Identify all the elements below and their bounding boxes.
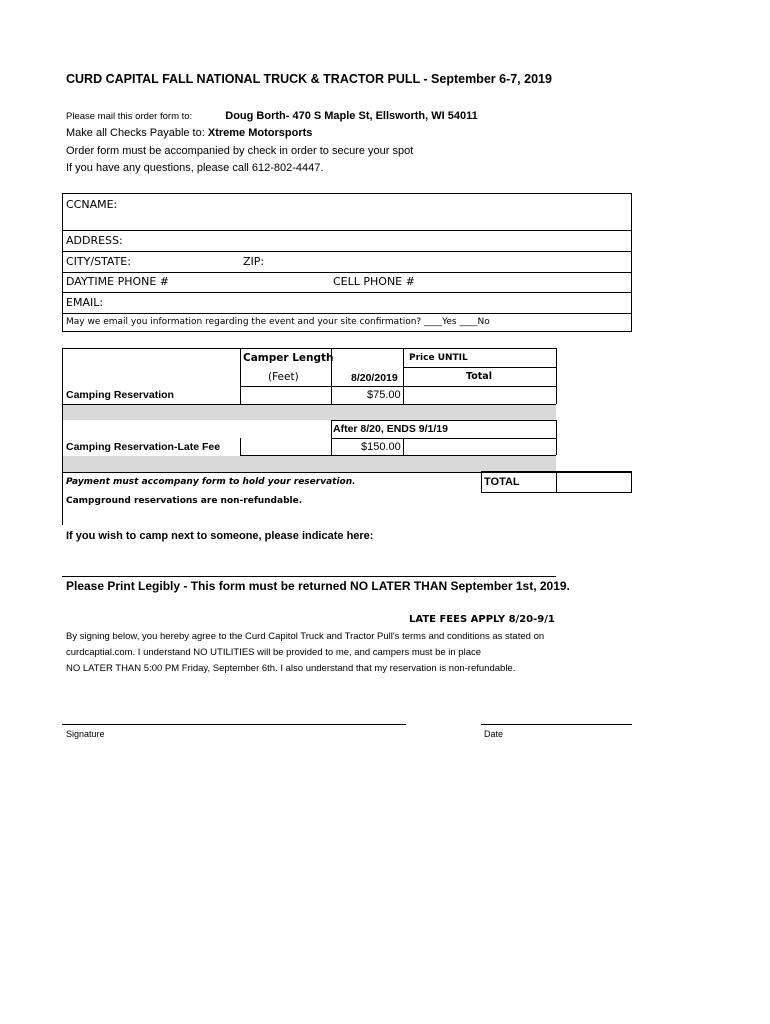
camping-reservation-label: Camping Reservation (66, 389, 174, 401)
divider (62, 272, 632, 273)
refund-note: Campground reservations are non-refundable. (66, 496, 303, 506)
divider (62, 313, 632, 314)
divider (556, 348, 557, 404)
divider (62, 230, 632, 231)
camper-length-input[interactable] (241, 387, 330, 403)
grand-total-input[interactable] (557, 472, 631, 492)
divider (62, 251, 632, 252)
camper-length-header: Camper Length (243, 352, 334, 364)
date-line[interactable] (481, 724, 632, 725)
email-field[interactable]: EMAIL: (66, 296, 104, 309)
contact-info-box (62, 193, 632, 332)
mail-address: Doug Borth- 470 S Maple St, Ellsworth, WI 54011 (225, 110, 478, 122)
divider (556, 420, 557, 455)
date-header: 8/20/2019 (351, 372, 398, 384)
camp-next-prompt: If you wish to camp next to someone, please indicate here: (66, 530, 374, 542)
zip-field[interactable]: ZIP: (243, 255, 265, 268)
print-legibly-notice: Please Print Legibly - This form must be returned NO LATER THAN September 1st, 2019. (66, 579, 570, 593)
divider (331, 420, 556, 421)
questions-note: If you have any questions, please call 612-802-4447. (66, 162, 324, 174)
mail-instructions (66, 110, 478, 122)
late-fee-price: $150.00 (361, 441, 401, 453)
camper-length-unit: (Feet) (268, 371, 299, 383)
total-header: Total (466, 371, 492, 382)
late-total-input[interactable] (404, 439, 555, 454)
late-fee-label: Camping Reservation-Late Fee (66, 441, 221, 453)
mail-label: Please mail this order form to: (66, 111, 193, 122)
divider (62, 292, 632, 293)
checks-payable (66, 127, 312, 139)
price-until-header: Price UNTIL (409, 353, 468, 363)
signature-label: Signature (66, 729, 105, 739)
gray-band (63, 456, 556, 472)
checks-label: Make all Checks Payable to: (66, 127, 205, 139)
city-state-field[interactable]: CITY/STATE: (66, 255, 131, 268)
late-period-header: After 8/20, ENDS 9/1/19 (333, 423, 448, 435)
daytime-phone-field[interactable]: DAYTIME PHONE # (66, 275, 170, 288)
date-label: Date (484, 729, 504, 739)
page-title: CURD CAPITAL FALL NATIONAL TRUCK & TRACTOR PULL - September 6-7, 2019 (66, 72, 552, 86)
camp-next-input-line[interactable] (62, 576, 556, 577)
terms-line: curdcaptial.com. I understand NO UTILITIES will be provided to me, and campers must be in place (66, 647, 482, 658)
terms-line: NO LATER THAN 5:00 PM Friday, September 6th. I also understand that my reservation is non-refundable. (66, 663, 516, 674)
late-fees-notice: LATE FEES APPLY 8/20-9/1 (409, 614, 555, 625)
checks-payee: Xtreme Motorsports (207, 127, 313, 139)
divider (403, 367, 556, 368)
accompany-note: Order form must be accompanied by check in order to secure your spot (66, 145, 414, 157)
camping-reservation-price: $75.00 (367, 389, 401, 401)
divider (331, 420, 332, 455)
divider (62, 348, 63, 525)
cell-phone-field[interactable]: CELL PHONE # (333, 275, 415, 288)
address-field[interactable]: ADDRESS: (66, 234, 123, 247)
email-consent[interactable]: May we email you information regarding the event and your site confirmation? ____Yes ____No (66, 317, 490, 327)
total-label: TOTAL (484, 476, 520, 488)
total-input[interactable] (404, 387, 555, 403)
late-camper-length-input[interactable] (241, 439, 330, 454)
ccname-field[interactable]: CCNAME: (66, 198, 118, 211)
payment-note: Payment must accompany form to hold your reservation. (66, 477, 356, 487)
divider (62, 348, 556, 349)
signature-line[interactable] (62, 724, 406, 725)
gray-band (63, 405, 556, 420)
terms-line: By signing below, you hereby agree to the Curd Capitol Truck and Tractor Pull's terms and conditions as stated on (66, 631, 545, 642)
